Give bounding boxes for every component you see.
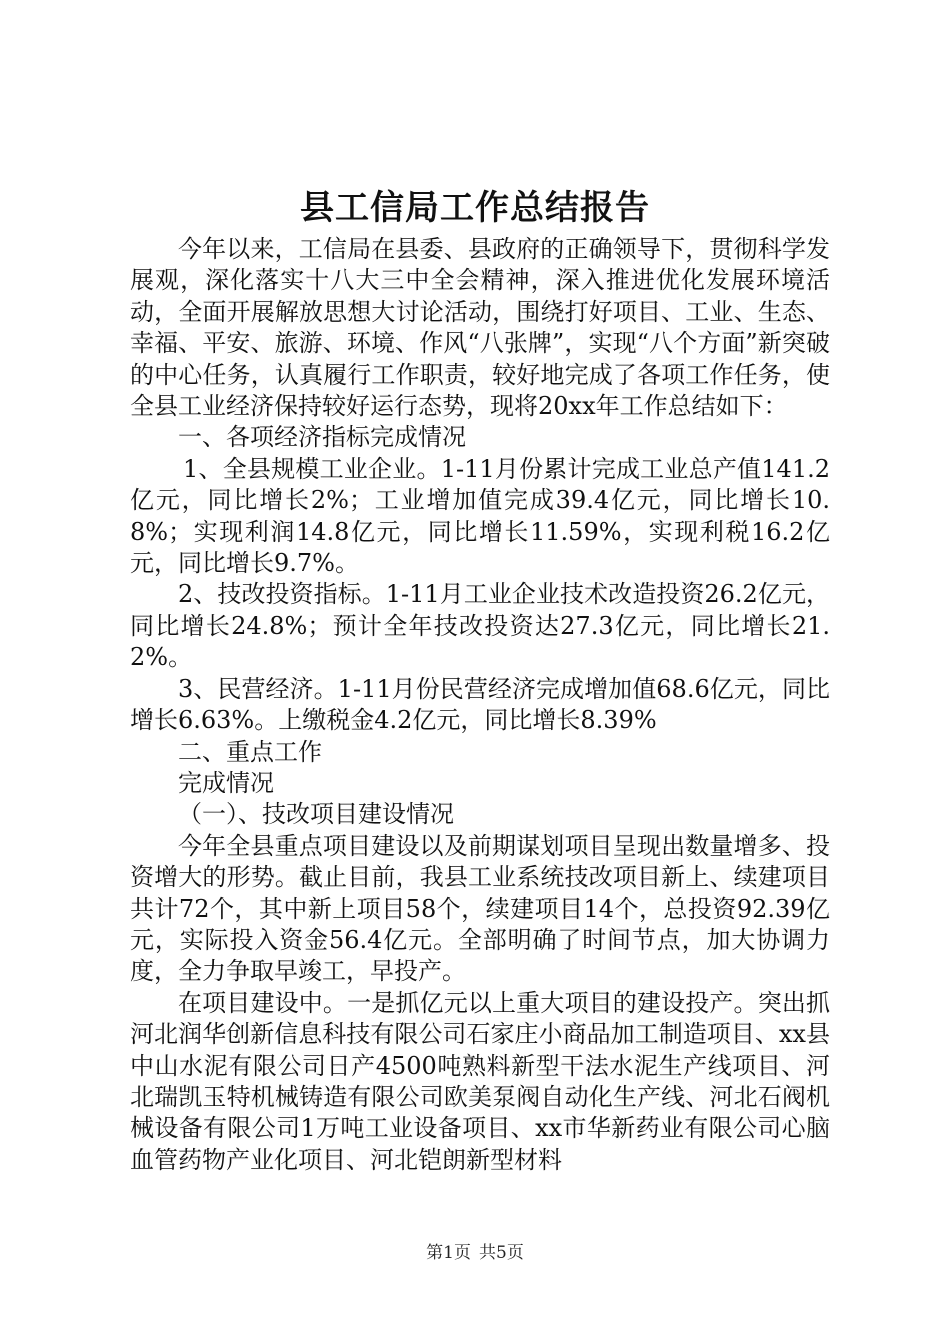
- paragraph-tech-investment: 2、技改投资指标。1-11月工业企业技术改造投资26.2亿元，同比增长24.8%；预计全年技改投资达27.3亿元，同比增长21.2%。: [130, 580, 830, 672]
- paragraph-project-overview: 今年全县重点项目建设以及前期谋划项目呈现出数量增多、投资增大的形势。截止目前，我县工业系统技改项目新上、续建项目共计72个，其中新上项目58个，续建项目14个，总投资92.39亿元，实际投入资金56.4亿元。全部明确了时间节点，加大协调力度，全力争取早竣工，早投产。: [130, 831, 830, 986]
- page-footer: [0, 1241, 950, 1265]
- paragraph-project-construction: 在项目建设中。一是抓亿元以上重大项目的建设投产。突出抓河北润华创新信息科技有限公司石家庄小商品加工制造项目、xx县中山水泥有限公司日产4500吨熟料新型干法水泥生产线项目、河北瑞凯玉特机械铸造有限公司欧美泵阀自动化生产线、河北石阀机械设备有限公司1万吨工业设备项目、xx市华新药业有限公司心脑血管药物产业化项目、河北铠朗新型材料: [130, 988, 830, 1174]
- section-heading-indicators: 一、各项经济指标完成情况: [178, 423, 466, 452]
- paragraph-private-economy: 3、民营经济。1-11月份民营经济完成增加值68.6亿元，同比增长6.63%。上缴税金4.2亿元，同比增长8.39%: [130, 674, 830, 735]
- section-heading-completion: 完成情况: [178, 768, 274, 797]
- paragraph-industrial-enterprises: 1、全县规模工业企业。1-11月份累计完成工业总产值141.2亿元，同比增长2%；工业增加值完成39.4亿元，同比增长10.8%；实现利润14.8亿元，同比增长11.59%，实现利税16.2亿元，同比增长9.7%。: [130, 454, 830, 578]
- subsection-heading-projects: （一）、技改项目建设情况: [178, 800, 454, 829]
- section-heading-key-work: 二、重点工作: [178, 737, 322, 766]
- page-total: 共5页: [479, 1243, 524, 1263]
- document-title: 县工信局工作总结报告: [300, 188, 650, 228]
- page-number: 第1页: [426, 1243, 471, 1263]
- intro-paragraph: 今年以来，工信局在县委、县政府的正确领导下，贯彻科学发展观，深化落实十八大三中全会精神，深入推进优化发展环境活动，全面开展解放思想大讨论活动，围绕打好项目、工业、生态、幸福、平安、旅游、环境、作风“八张牌”，实现“八个方面”新突破的中心任务，认真履行工作职责，较好地完成了各项工作任务，使全县工业经济保持较好运行态势，现将20xx年工作总结如下：: [130, 235, 830, 421]
- document-body: [130, 234, 830, 1176]
